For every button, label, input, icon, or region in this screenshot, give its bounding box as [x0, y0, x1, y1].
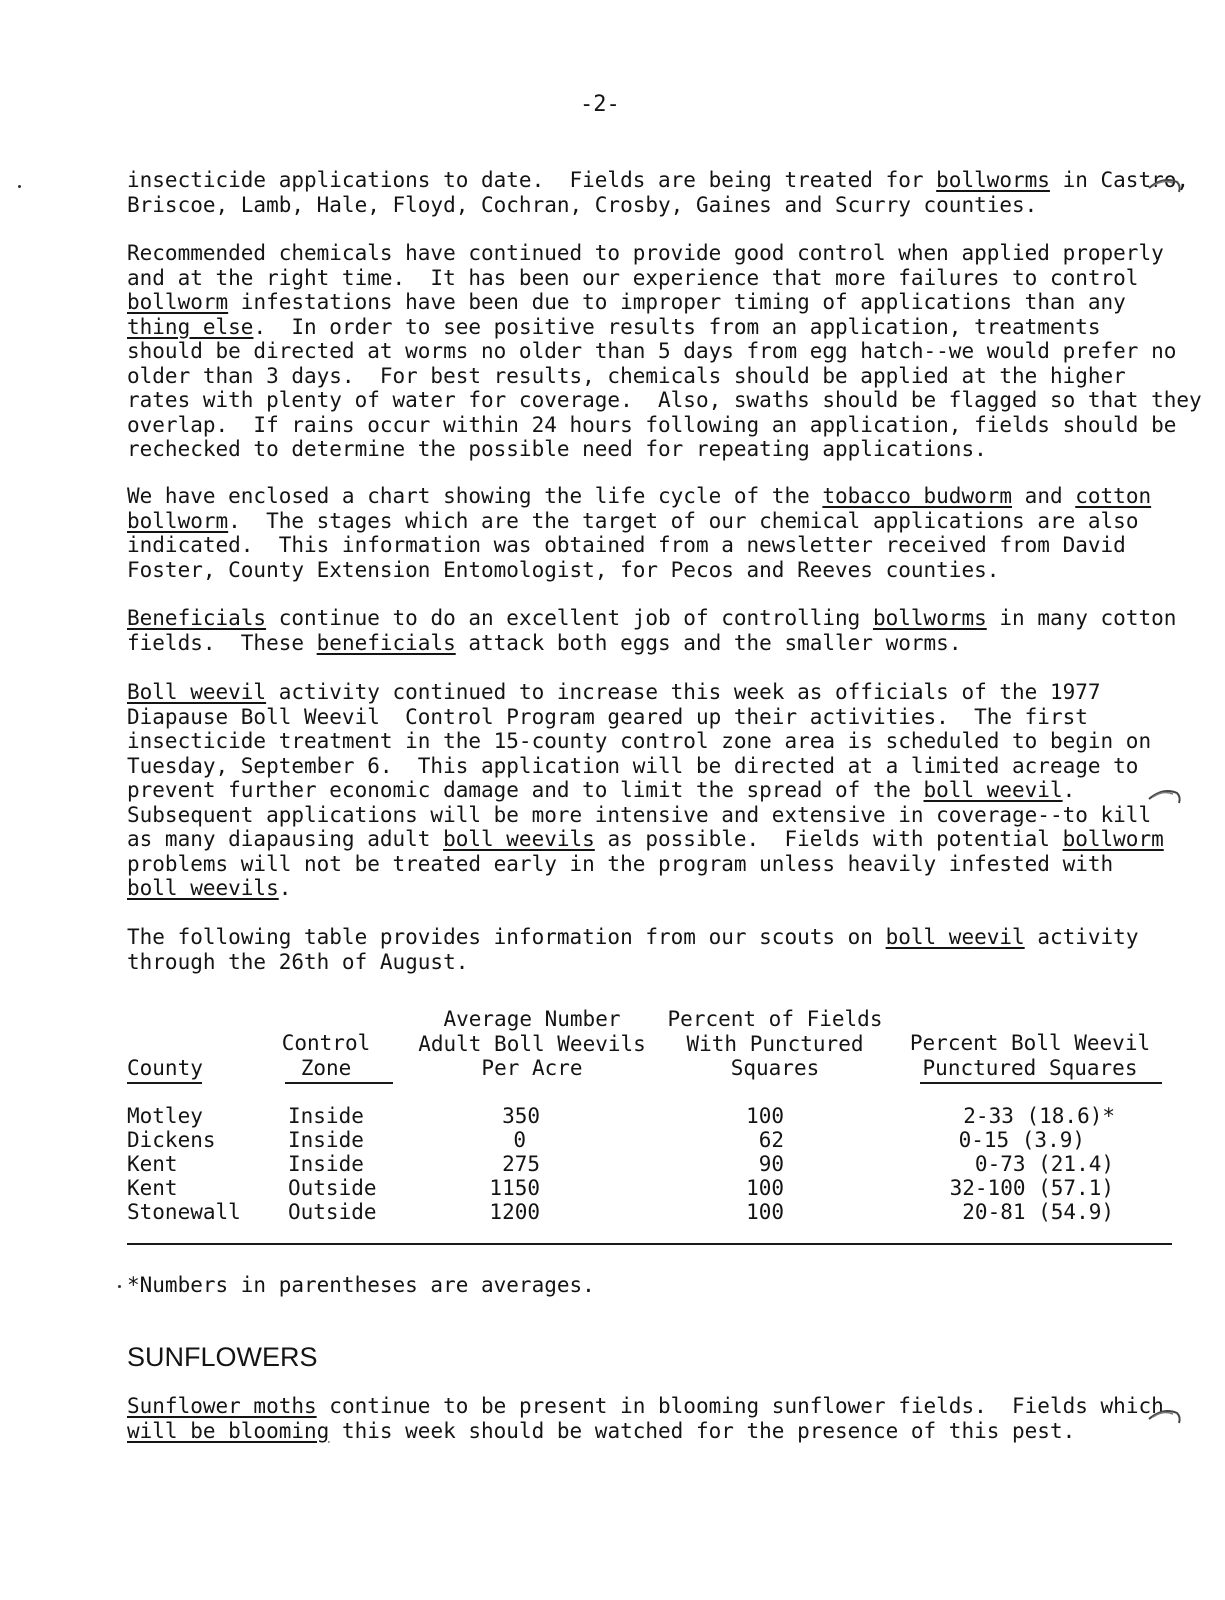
header-line: Punctured Squares — [922, 1055, 1138, 1080]
underlined-term: bollworm — [127, 290, 229, 314]
underlined-term: bollworm — [127, 508, 229, 533]
text-line: insecticide treatment in the 15-county control zone area is scheduled to begin on — [127, 729, 1152, 753]
text-line: in Castro, — [1049, 168, 1190, 192]
text-line: . In order to see positive results from an application, treatments — [253, 314, 1101, 339]
table-bottom-rule — [127, 1243, 1172, 1245]
paragraph-treatment-counties — [127, 168, 1190, 217]
paragraph-recommended-chemicals — [127, 241, 1202, 462]
header-underline — [285, 1082, 393, 1084]
text-line: overlap. If rains occur within 24 hours following an application, fields should be — [127, 412, 1177, 437]
paragraph-life-cycle-chart — [127, 484, 1167, 582]
cell-avg: 0 — [513, 1128, 526, 1152]
text-line: prevent further economic damage and to limit the spread of the — [127, 778, 924, 802]
paragraph-beneficials — [127, 606, 1177, 655]
underlined-term: boll weevil — [885, 925, 1025, 949]
text-line: Subsequent applications will be more intensive and extensive in coverage--to kill — [127, 802, 1152, 827]
text-line: Foster, County Extension Entomologist, for Pecos and Reeves counties. — [127, 557, 1000, 582]
cell-pct: 100 — [746, 1176, 784, 1200]
text-line: activity continued to increase this week as officials of the 1977 — [266, 680, 1101, 704]
text-line: in many cotton — [986, 606, 1177, 630]
text-line: and — [1012, 484, 1076, 508]
header-percent-fields — [660, 1007, 890, 1081]
underlined-term: tobacco budworm — [822, 484, 1013, 508]
header-line: Average Number — [443, 1007, 621, 1031]
cell-pct: 90 — [758, 1152, 784, 1176]
text-line: continue to be present in blooming sunflower fields. Fields which — [316, 1394, 1164, 1418]
text-line: Tuesday, September 6. This application will be directed at a limited acreage to — [127, 753, 1139, 778]
paragraph-table-intro — [127, 925, 1167, 974]
text-line: should be directed at worms no older than 5 days from egg hatch--we would prefer no — [127, 339, 1177, 363]
page-number: -2- — [580, 92, 620, 117]
cell-pct: 100 — [746, 1200, 784, 1224]
punch-hole-mark — [1147, 174, 1185, 194]
text-line: rechecked to determine the possible need for repeating applications. — [127, 437, 987, 461]
header-line: Percent of Fields — [667, 1007, 883, 1031]
text-line: rates with plenty of water for coverage. Also, swaths should be flagged so that they — [127, 388, 1202, 412]
text-line: attack both eggs and the smaller worms. — [455, 630, 962, 655]
text-line: . The stages which are the target of our chemical applications are also — [228, 508, 1139, 533]
underlined-term: boll weevils — [127, 876, 279, 900]
cell-avg: 275 — [502, 1152, 540, 1176]
underlined-term: thing else — [127, 314, 254, 339]
underlined-term: bollworm — [1062, 827, 1164, 851]
text-line: older than 3 days. For best results, chemicals should be applied at the higher — [127, 363, 1126, 388]
underlined-term: cotton — [1075, 484, 1152, 508]
section-heading-sunflowers: SUNFLOWERS — [127, 1342, 318, 1372]
header-control-zone — [276, 1031, 376, 1080]
header-underline — [127, 1082, 202, 1084]
underlined-term: Boll weevil — [127, 680, 267, 704]
header-county: County — [127, 1056, 203, 1080]
cell-avg: 1200 — [489, 1200, 540, 1224]
header-line: Percent Boll Weevil — [909, 1031, 1151, 1055]
punch-hole-mark — [1147, 1405, 1185, 1425]
cell-county: Kent — [127, 1176, 178, 1200]
table-footnote: *Numbers in parentheses are averages. — [127, 1273, 595, 1297]
header-percent-boll-weevil — [905, 1031, 1155, 1080]
cell-pbw: 20-81 (54.9) — [962, 1200, 1114, 1224]
text-line: through the 26th of August. — [127, 949, 469, 974]
underlined-term: bollworms — [936, 168, 1050, 192]
underlined-term: Beneficials — [127, 606, 267, 630]
cell-county: Dickens — [127, 1128, 216, 1152]
header-line: Control — [281, 1031, 371, 1055]
paragraph-sunflower-moths — [127, 1394, 1167, 1443]
cell-avg: 350 — [502, 1104, 540, 1128]
text-line: fields. These — [127, 630, 317, 655]
underlined-term: boll weevils — [443, 827, 595, 851]
cell-county: Kent — [127, 1152, 178, 1176]
cell-pbw: 0-15 (3.9) — [958, 1128, 1085, 1152]
cell-zone: Inside — [288, 1104, 364, 1128]
cell-zone: Outside — [288, 1200, 377, 1224]
cell-zone: Outside — [288, 1176, 377, 1200]
text-line: this week should be watched for the presence of this pest. — [329, 1418, 1076, 1443]
cell-zone: Inside — [288, 1152, 364, 1176]
cell-zone: Inside — [288, 1128, 364, 1152]
header-line: Squares — [730, 1056, 820, 1080]
underlined-term: beneficials — [316, 630, 456, 655]
text-line: infestations have been due to improper timing of applications than any — [228, 290, 1126, 314]
text-line: activity — [1024, 925, 1139, 949]
cell-pct: 62 — [758, 1128, 784, 1152]
header-line: Per Acre — [481, 1056, 583, 1080]
underlined-term: will be blooming — [127, 1418, 330, 1443]
header-line: Zone — [300, 1055, 352, 1080]
text-line: Recommended chemicals have continued to provide good control when applied properly — [127, 241, 1164, 265]
cell-pbw: 0-73 (21.4) — [974, 1152, 1114, 1176]
header-underline — [920, 1082, 1162, 1084]
text-line: . — [278, 876, 292, 900]
cell-pbw: 32-100 (57.1) — [949, 1176, 1114, 1200]
cell-county: Motley — [127, 1104, 203, 1128]
cell-pct: 100 — [746, 1104, 784, 1128]
paragraph-boll-weevil-activity — [127, 680, 1167, 901]
underlined-term: boll weevil — [923, 778, 1063, 802]
text-line: continue to do an excellent job of controlling — [266, 606, 873, 630]
text-line: Diapause Boll Weevil Control Program geared up their activities. The first — [127, 704, 1088, 729]
punch-hole-mark — [1147, 785, 1185, 805]
header-line: Adult Boll Weevils — [418, 1031, 646, 1056]
cell-county: Stonewall — [127, 1200, 241, 1224]
cell-avg: 1150 — [489, 1176, 540, 1200]
underlined-term: Sunflower moths — [127, 1394, 317, 1418]
text-line: as possible. Fields with potential — [594, 827, 1063, 851]
header-average-number — [412, 1007, 652, 1081]
cell-pbw: 2-33 (18.6)* — [963, 1104, 1115, 1128]
header-line: With Punctured — [686, 1031, 864, 1056]
text-line: The following table provides information from our scouts on — [127, 925, 886, 949]
underlined-term: bollworms — [872, 606, 987, 630]
text-line: and at the right time. It has been our experience that more failures to control — [127, 265, 1139, 290]
text-line: indicated. This information was obtained from a newsletter received from David — [127, 533, 1126, 557]
scan-speck — [118, 1285, 121, 1288]
text-line: problems will not be treated early in the program unless heavily infested with — [127, 851, 1114, 876]
scan-speck — [18, 185, 21, 188]
text-line: Briscoe, Lamb, Hale, Floyd, Cochran, Crosby, Gaines and Scurry counties. — [127, 192, 1038, 217]
text-line: . — [1062, 778, 1076, 802]
text-line: We have enclosed a chart showing the life cycle of the — [127, 484, 823, 508]
text-line: insecticide applications to date. Fields are being treated for — [127, 168, 937, 192]
text-line: as many diapausing adult — [127, 827, 444, 851]
